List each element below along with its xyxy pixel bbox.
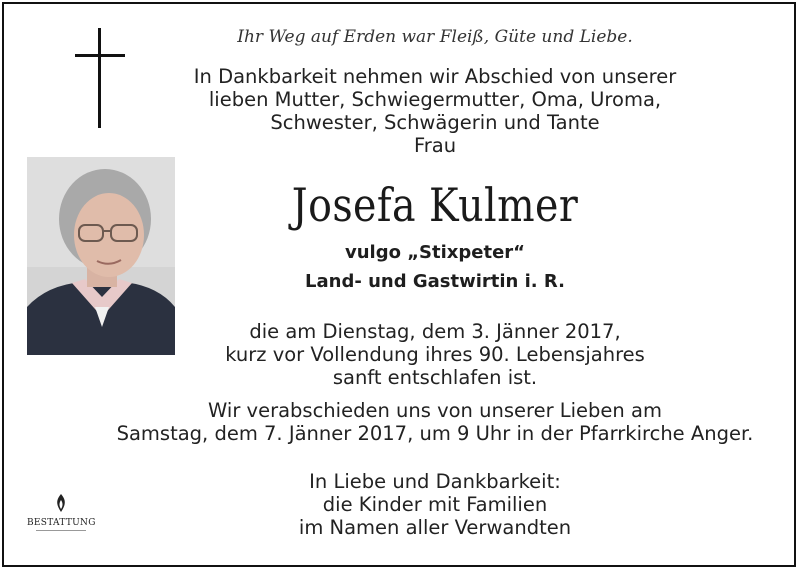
funeral-line: Samstag, dem 7. Jänner 2017, um 9 Uhr in der Pfarrkirche Anger. [116,422,754,445]
closing-line: die Kinder mit Familien [322,493,548,516]
intro-line: Frau [413,134,457,157]
logo-label: BESTATTUNG [27,518,96,528]
deceased-name: Josefa Kulmer [291,178,579,232]
funeral-line: Wir verabschieden uns von unserer Lieben am [208,399,662,422]
intro-line: lieben Mutter, Schwiegermutter, Oma, Uroma, [208,88,662,111]
intro-line: In Dankbarkeit nehmen wir Abschied von unserer [193,65,677,88]
alias: vulgo „Stixpeter“ [344,242,526,263]
motto: Ihr Weg auf Erden war Fleiß, Güte und Liebe. [237,27,633,47]
intro-line: Schwester, Schwägerin und Tante [270,111,600,134]
candle-flame-icon [51,493,71,513]
occupation: Land- und Gastwirtin i. R. [305,271,565,292]
death-line: die am Dienstag, dem 3. Jänner 2017, [249,320,621,343]
closing-line: In Liebe und Dankbarkeit: [309,470,561,493]
closing-line: im Namen aller Verwandten [298,516,572,539]
death-line: sanft entschlafen ist. [332,366,538,389]
funeral-home-logo [27,493,95,537]
funeral-text [100,399,770,445]
death-line: kurz vor Vollendung ihres 90. Lebensjahres [225,343,645,366]
death-text [150,320,720,389]
closing-text [200,470,670,539]
intro-text [150,65,720,157]
